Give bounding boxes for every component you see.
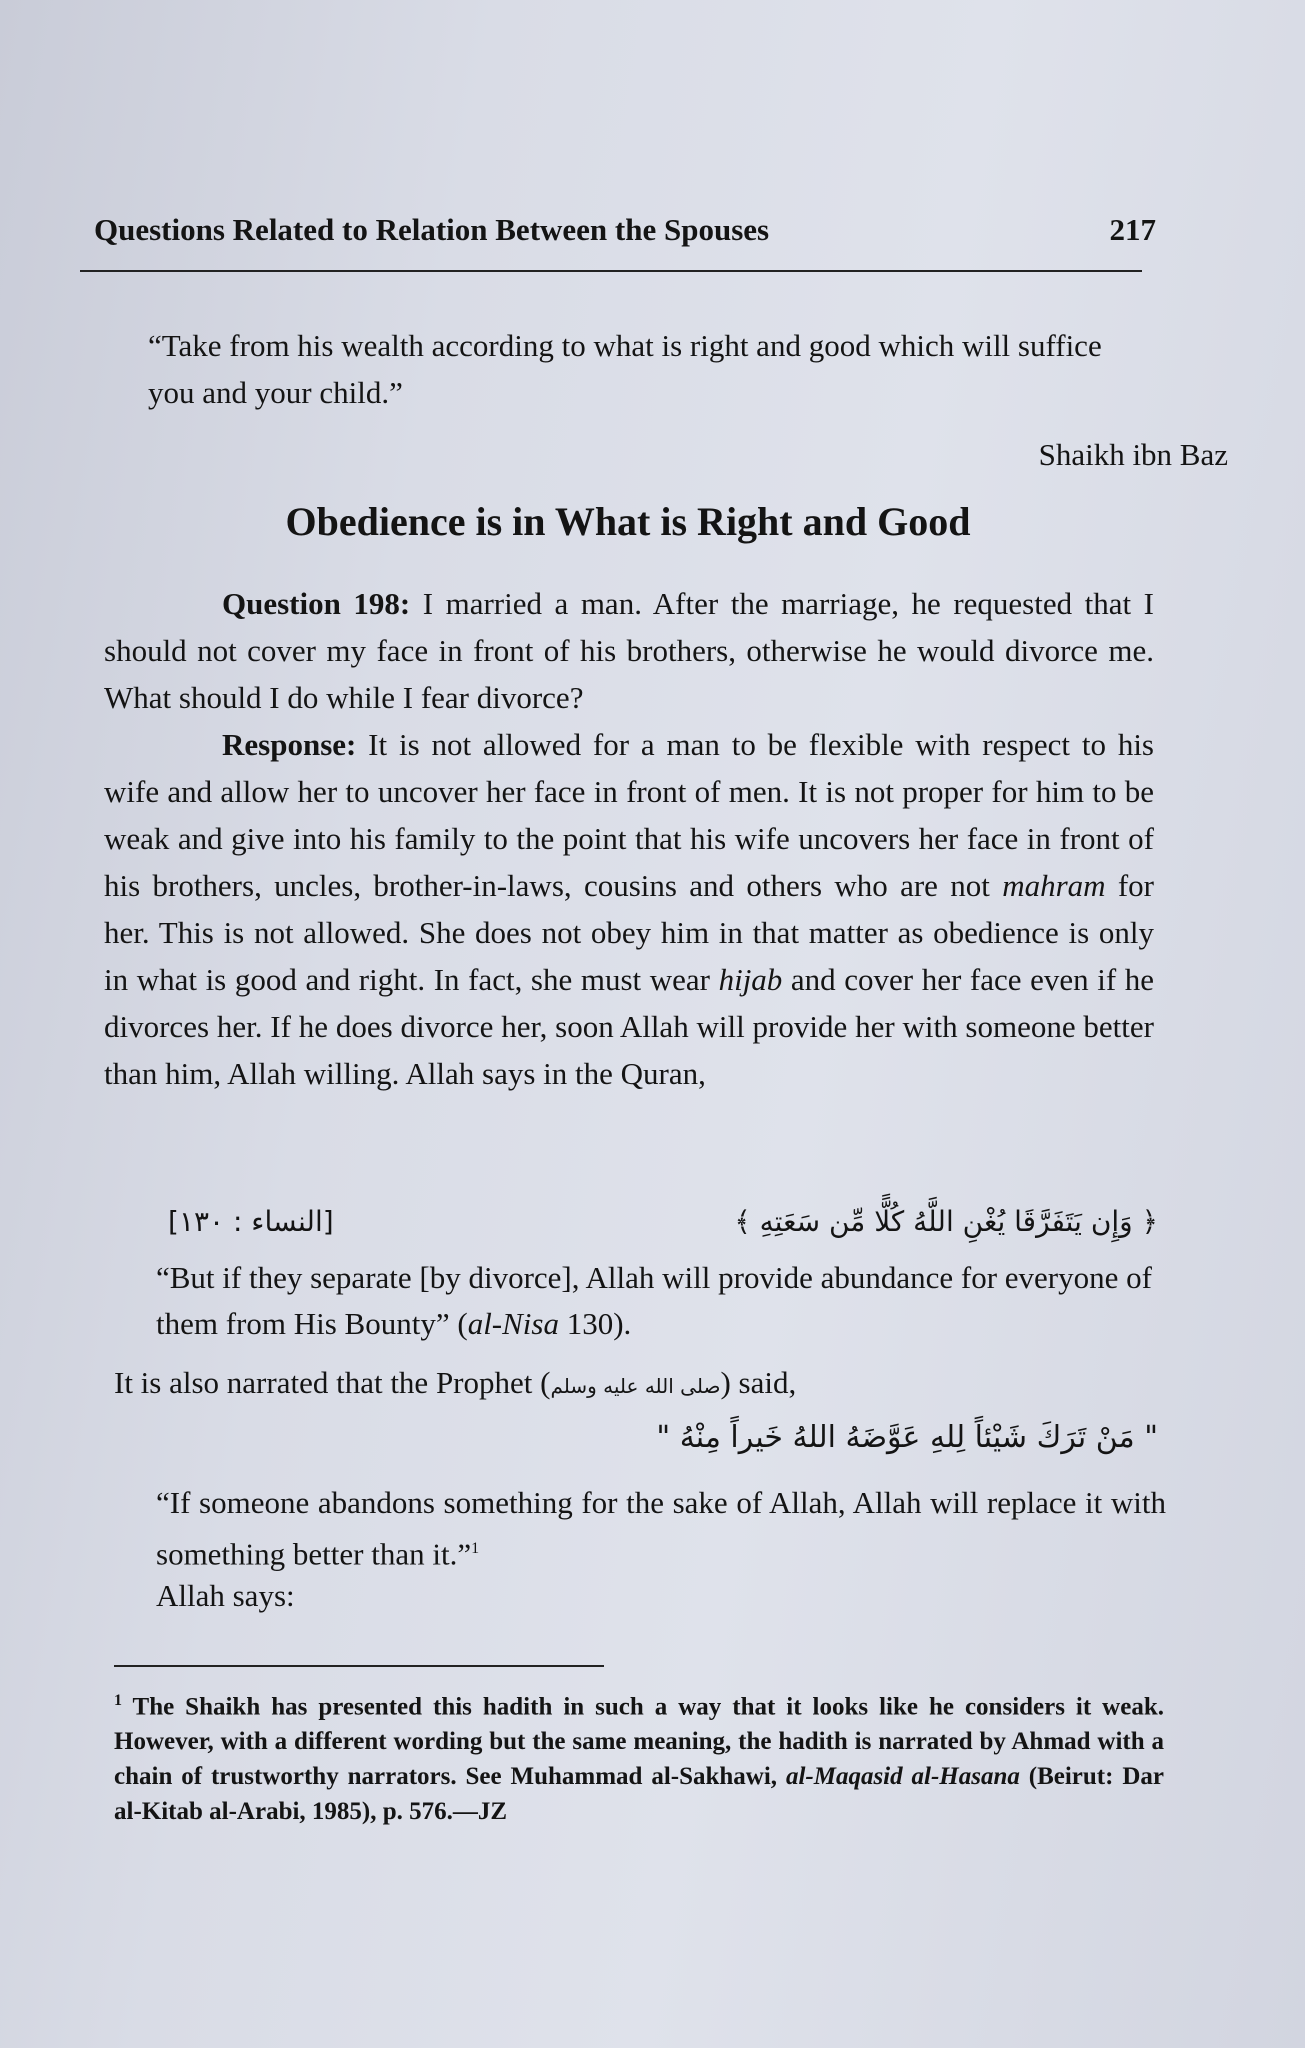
quran-verse — [168, 1205, 1158, 1238]
response-label: Response: — [222, 727, 357, 762]
hadith-text: “If someone abandons something for the sake of Allah, Allah will replace it with something better than it.” — [156, 1485, 1166, 1572]
page-number: 217 — [1109, 212, 1156, 247]
footnote-marker: 1 — [471, 1540, 480, 1557]
footnote-number: 1 — [114, 1692, 122, 1709]
hadith-arabic: " مَنْ تَرَكَ شَيْئاً لِلهِ عَوَّضَهُ اللهُ خَيراً مِنْهُ " — [656, 1420, 1158, 1455]
surah-name: al-Nisa — [467, 1306, 559, 1341]
running-header — [94, 212, 1156, 248]
question-label: Question 198: — [222, 586, 411, 621]
verse-arabic: ﴿ وَإِن يَتَفَرَّقَا يُغْنِ اللَّهُ كُلًّا مِّن سَعَتِهِ ﴾ — [734, 1205, 1158, 1238]
section-heading: Obedience is in What is Right and Good — [285, 499, 971, 544]
question-response — [104, 580, 1154, 1097]
allah-says: Allah says: — [156, 1578, 295, 1613]
term-mahram: mahram — [1002, 868, 1106, 903]
response-text-1: It is not allowed for a man to be flexible with respect to his wife and allow her to uncover her face in front of men. It is not proper for him to be weak and give into his family to the point that his wife uncovers her face in front of his brothers, uncles, brother-in-laws, cousins and others who are not — [104, 727, 1154, 903]
verse-translation — [156, 1255, 1166, 1347]
question-paragraph — [104, 580, 1154, 721]
term-hijab: hijab — [718, 962, 783, 997]
book-page — [78, 0, 1228, 2048]
verse-number: 130). — [558, 1306, 632, 1341]
response-text-3: and cover her face even if he divorces her. If he does divorce her, soon Allah will provide her with someone better than him, Allah willing. Allah says in the Quran, — [104, 962, 1155, 1091]
narration-before: It is also narrated that the Prophet ( — [114, 1365, 551, 1400]
response-paragraph — [104, 721, 1154, 1097]
narration-after: ) said, — [720, 1365, 797, 1400]
book-title: al-Maqasid al-Hasana — [785, 1763, 1020, 1791]
header-rule — [80, 270, 1142, 272]
footnote-text-1: The Shaikh has presented this hadith in such a way that it looks like he considers it weak. However, with a different wording but the same meaning, the hadith is narrated by Ahmad with a chain of trustworthy narrators. See Muhammad al-Sakhawi, — [114, 1693, 1164, 1791]
verse-reference: [النساء : ١٣٠] — [168, 1205, 334, 1238]
quote-attribution: Shaikh ibn Baz — [1038, 437, 1228, 472]
footnote — [114, 1683, 1164, 1829]
header-title: Questions Related to Relation Between the Spouses — [94, 212, 770, 247]
narration-intro — [114, 1365, 1164, 1401]
translation-text: “But if they separate [by divorce], Allah will provide abundance for everyone of them from His Bounty” ( — [156, 1260, 1152, 1341]
question-text: I married a man. After the marriage, he requested that I should not cover my face in front of his brothers, otherwise he would divorce me. What should I do while I fear divorce? — [104, 586, 1154, 715]
opening-quote: “Take from his wealth according to what is right and good which will suffice you and your child.” — [148, 328, 1102, 410]
hadith-translation — [156, 1480, 1166, 1577]
salutation-arabic: صلى الله عليه وسلم — [550, 1374, 721, 1398]
footnote-text-2: (Beirut: Dar al-Kitab al-Arabi, 1985), p. 576.—JZ — [114, 1763, 1164, 1826]
response-text-2: for her. This is not allowed. She does not obey him in that matter as obedience is only in what is good and right. In fact, she must wear — [104, 868, 1154, 997]
footnote-rule — [114, 1665, 604, 1667]
